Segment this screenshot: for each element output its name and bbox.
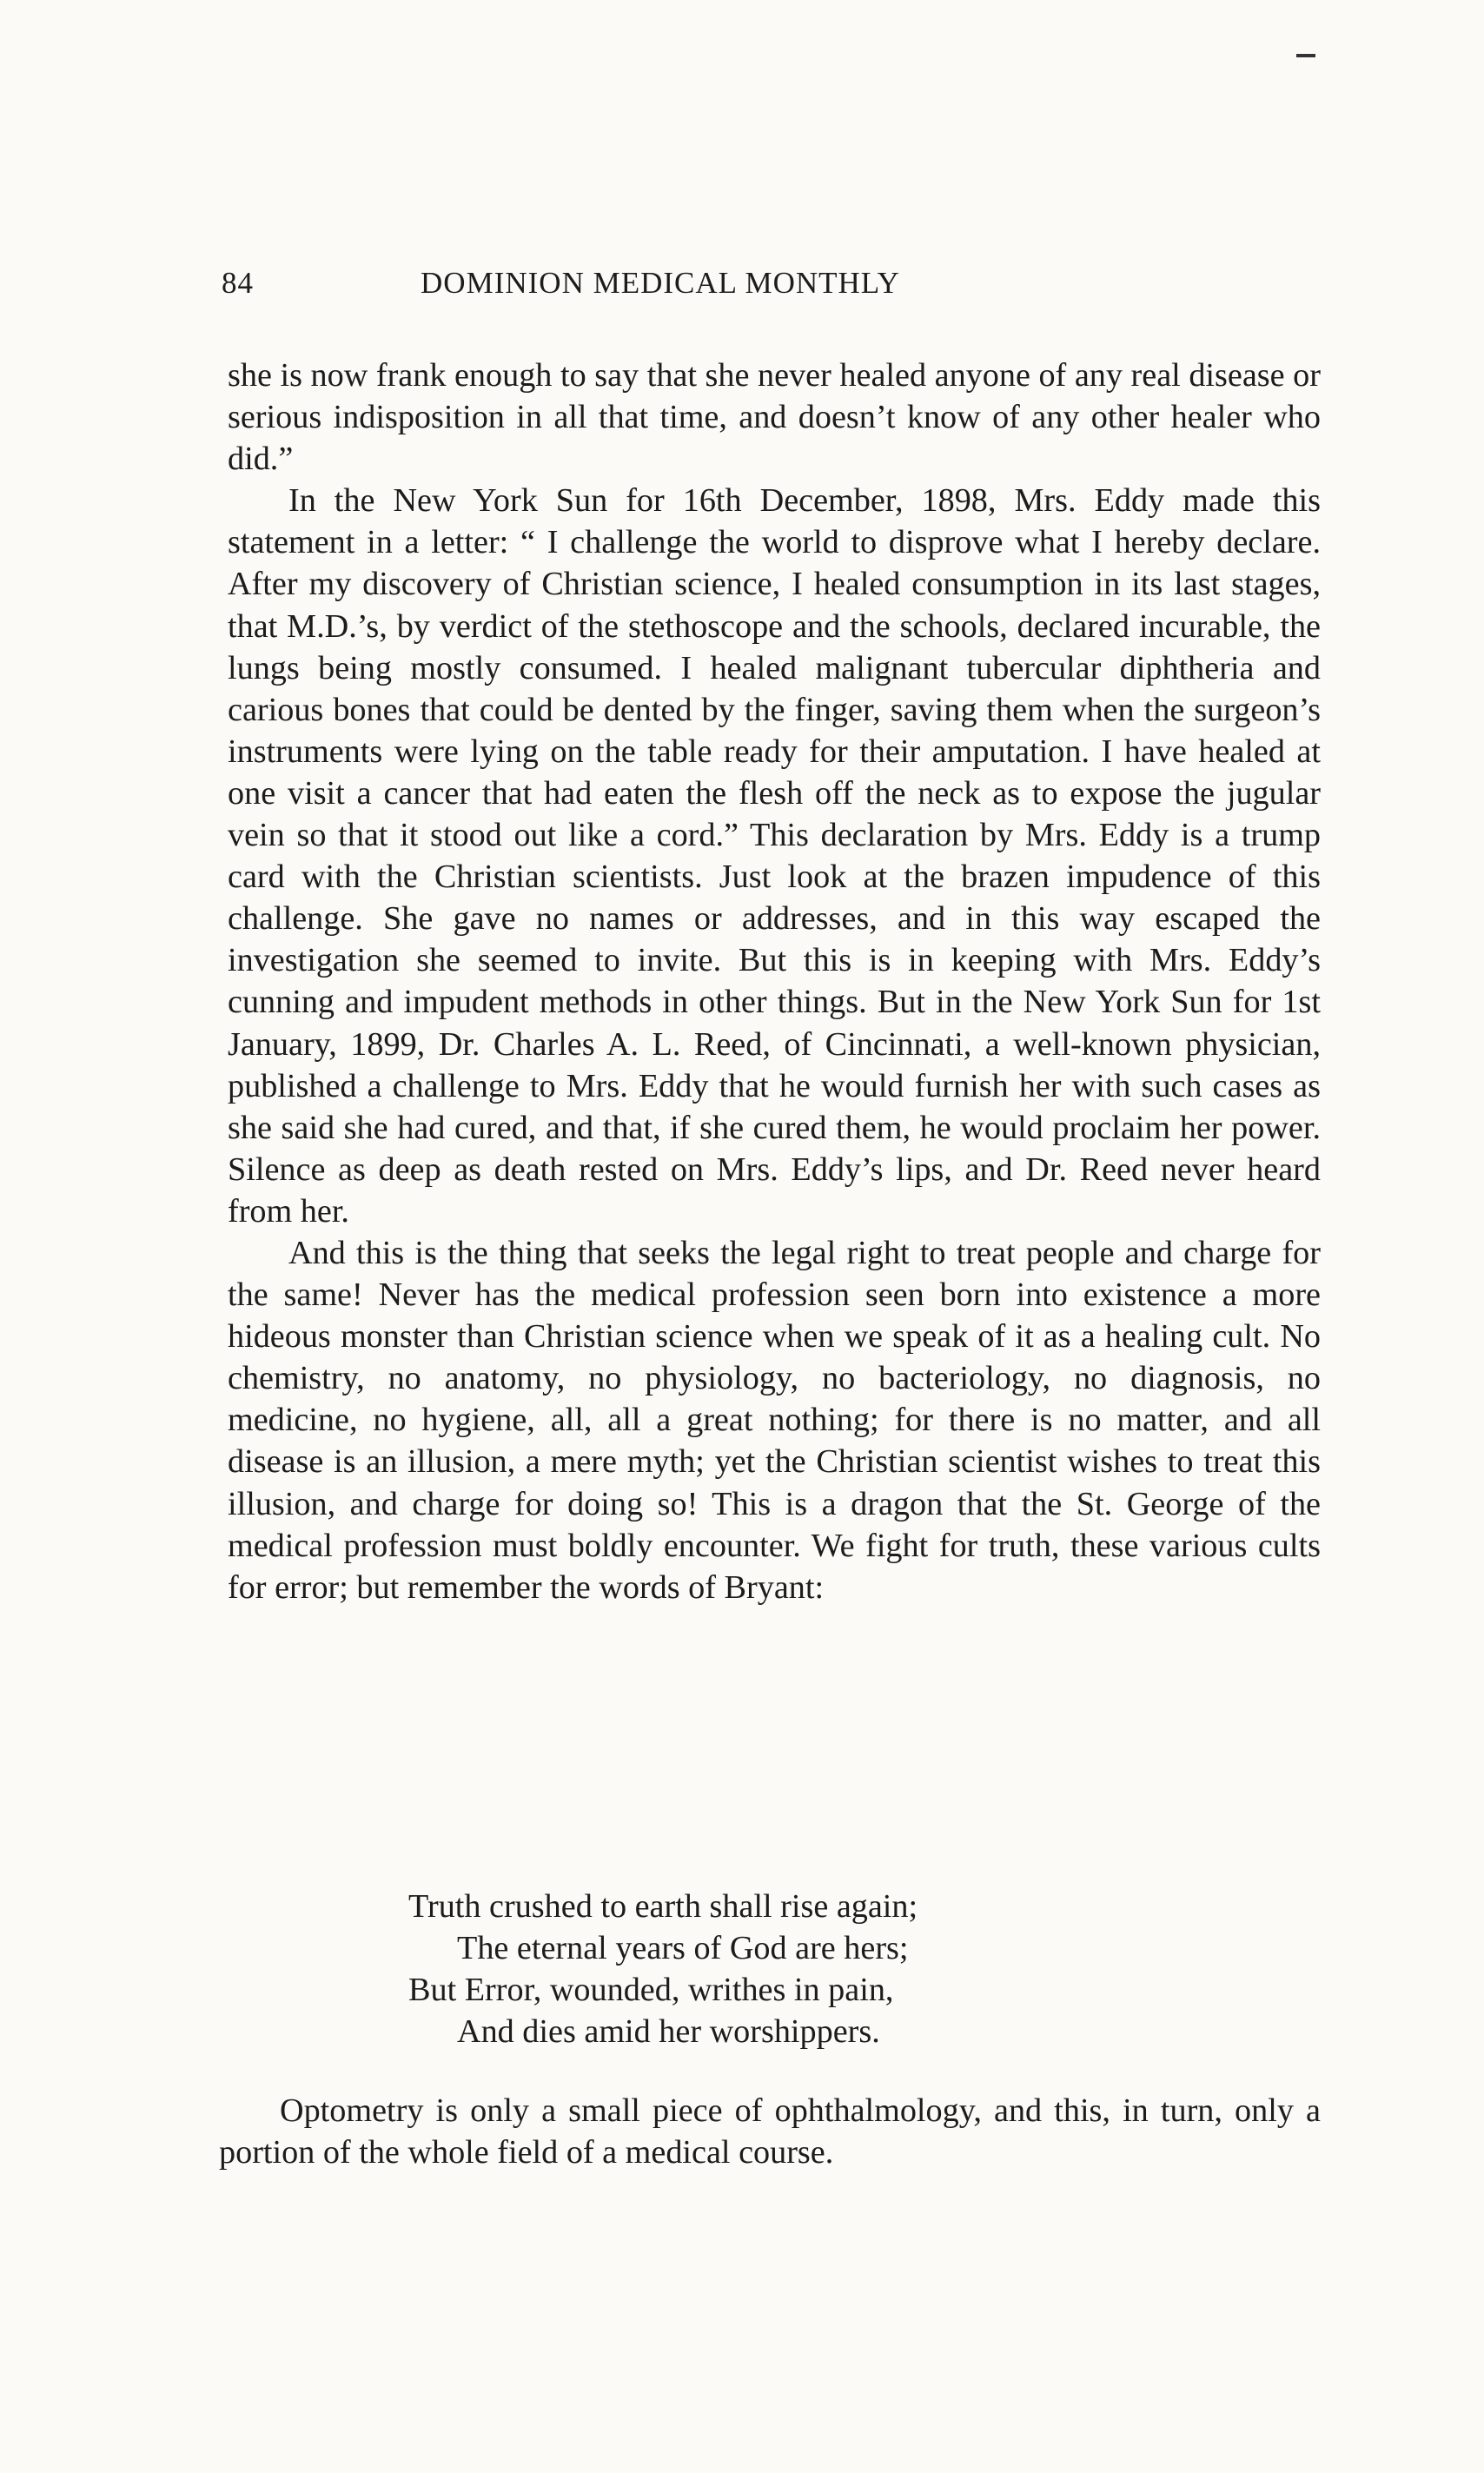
verse-line: The eternal years of God are hers; xyxy=(457,1930,909,1966)
verse-line: And dies amid her worshippers. xyxy=(457,2013,880,2050)
page-corner-mark xyxy=(1296,54,1315,57)
verse-line: Truth crushed to earth shall rise again; xyxy=(408,1888,918,1925)
running-title: DOMINION MEDICAL MONTHLY xyxy=(421,266,900,300)
paragraph-christian-science: And this is the thing that seeks the legal right to treat people and charge for the same! Never has the medical profession seen born into existence a more hideous monster than Christian science when we speak of it as a healing cult. No chemistry, no anatomy, no physiology, no bacteriology, no diagnosis, no medicine, no hygiene, all, all a great nothing; for there is no matter, and all disease is an illusion, a mere myth; yet the Christian scientist wishes to treat this illusion, and charge for doing so! This is a dragon that the St. George of the medical profession must boldly encounter. We fight for truth, these various cults for error; but remember the words of Bryant: xyxy=(228,1234,1321,1606)
paragraph-eddy-challenge: In the New York Sun for 16th December, 1898, Mrs. Eddy made this statement in a letter: “ I challenge the world to disprove what I hereby declare. After my discovery of Christian science, I healed consumption in its last stages, that M.D.’s, by verdict of the stethoscope and the schools, declared incurable, the lungs being mostly consumed. I healed malignant tubercular diphtheria and carious bones that could be dented by the finger, saving them when the surgeon’s instruments were lying on the table ready for their amputation. I have healed at one visit a cancer that had eaten the flesh off the neck as to expose the jugular vein so that it stood out like a cord.” This declaration by Mrs. Eddy is a trump card with the Christian scientists. Just look at the brazen impudence of this challenge. She gave no names or addresses, and in this way escaped the investigation she seemed to invite. But this is in keeping with Mrs. Eddy’s cunning and impudent methods in other things. But in the New York Sun for 1st January, 1899, Dr. Charles A. L. Reed, of Cincinnati, a well-known physician, published a challenge to Mrs. Eddy that he would furnish her with such cases as she said she had cured, and that, if she cured them, he would proclaim her power. Silence as deep as death rested on Mrs. Eddy’s lips, and Dr. Reed never heard from her. xyxy=(228,482,1321,1230)
paragraph-optometry: Optometry is only a small piece of ophthalmology, and this, in turn, only a portion of the whole field of a medical course. xyxy=(219,2092,1321,2171)
paragraph-continued: she is now frank enough to say that she never healed anyone of any real disease or serious indisposition in all that time, and doesn’t know of any other healer who did.” xyxy=(228,357,1321,478)
page-header xyxy=(222,266,1099,311)
article-body xyxy=(228,355,1321,1608)
page-number: 84 xyxy=(222,266,254,300)
verse-line: But Error, wounded, writhes in pain, xyxy=(408,1972,894,2008)
bryant-verse xyxy=(408,1886,1103,2052)
